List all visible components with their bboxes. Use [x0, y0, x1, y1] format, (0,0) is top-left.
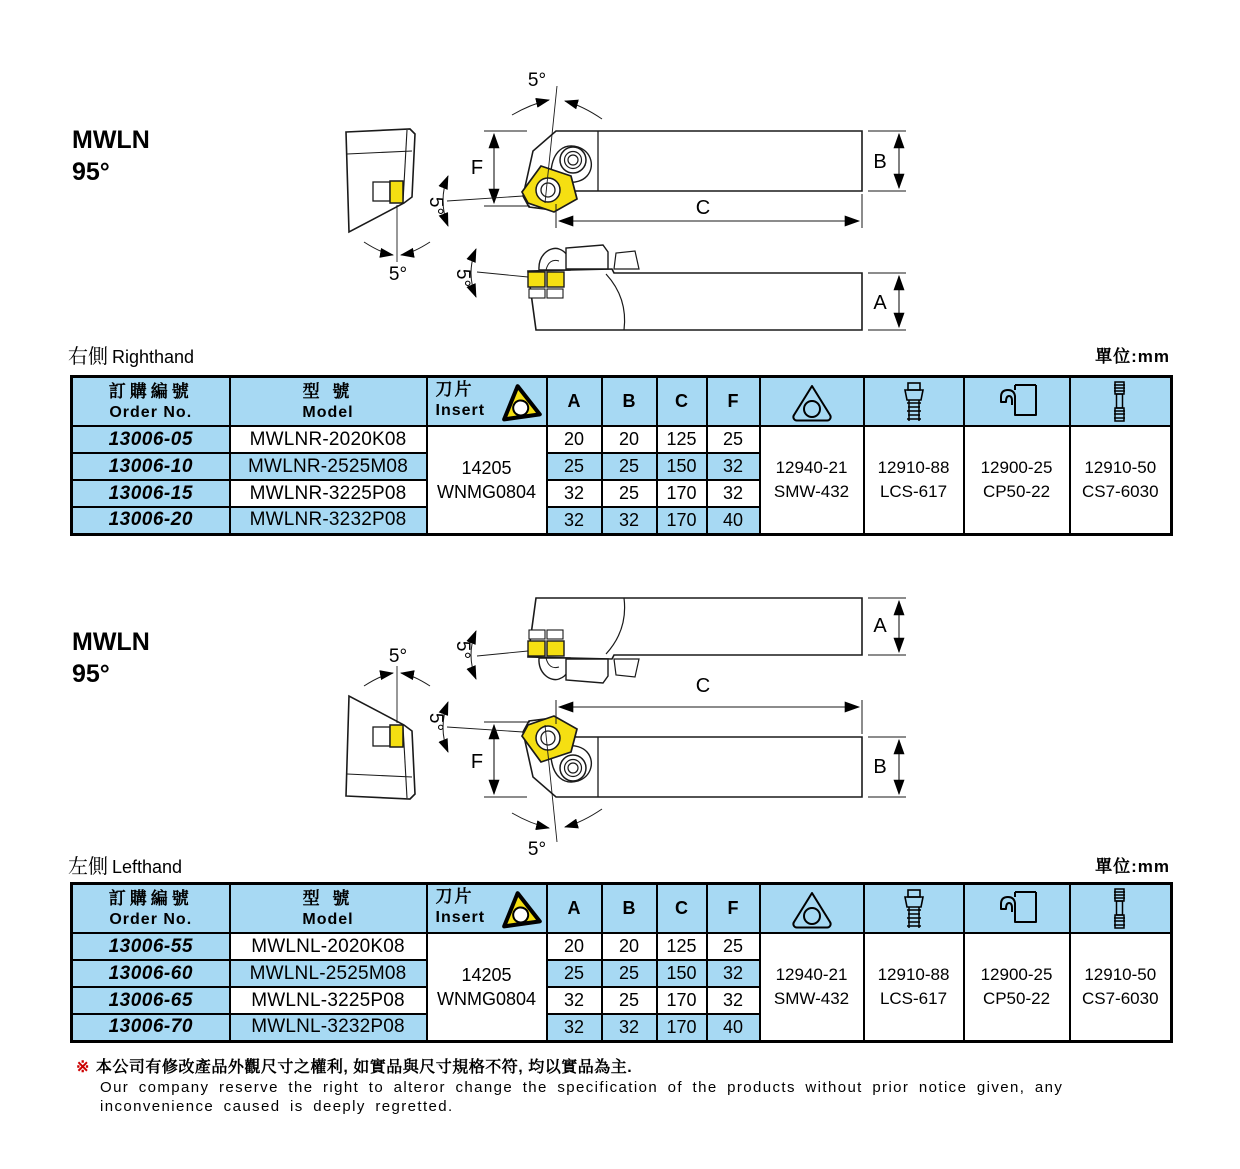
righthand-drawing — [346, 70, 906, 330]
order-no: 13006-10 — [72, 453, 230, 480]
col-header-order — [72, 377, 230, 427]
col-header-order: 訂購編號 Order No. — [72, 884, 230, 934]
model: MWLNR-2525M08 — [230, 453, 427, 480]
model: MWLNL-2020K08 — [230, 933, 427, 960]
model: MWLNL-3232P08 — [230, 1014, 427, 1041]
col-header-clamp — [964, 884, 1070, 934]
dim-b: 25 — [602, 480, 657, 507]
series-name: MWLN — [72, 126, 150, 154]
dim-c: 170 — [657, 987, 707, 1014]
dim-a: 20 — [547, 426, 602, 453]
series-title-lefthand — [72, 626, 150, 690]
dim-c: 150 — [657, 453, 707, 480]
angle-label: 5° — [388, 264, 408, 285]
insert-code: 14205 — [461, 457, 512, 478]
dim-b: 32 — [602, 1014, 657, 1041]
model-header-en: Model — [302, 403, 354, 421]
dim-label-f: F — [470, 751, 484, 773]
dim-f: 25 — [707, 933, 760, 960]
clamp-screw-icon — [1071, 379, 1171, 425]
model: MWLNL-2525M08 — [230, 960, 427, 987]
shim-screw-icon — [865, 886, 963, 932]
model: MWLNL-3225P08 — [230, 987, 427, 1014]
dim-c: 125 — [657, 933, 707, 960]
col-header-shim-screw — [864, 377, 964, 427]
side-label-righthand — [68, 340, 194, 369]
col-header-b: B — [602, 377, 657, 427]
spare-shim-screw: 12910-88 LCS-617 — [864, 933, 964, 1041]
model: MWLNR-3225P08 — [230, 480, 427, 507]
order-no: 13006-05 — [72, 426, 230, 453]
dim-f: 25 — [707, 426, 760, 453]
side-label-zh: 右側 — [68, 346, 108, 368]
col-header-b: B — [602, 884, 657, 934]
col-header-model: 型 號 Model — [230, 884, 427, 934]
order-no: 13006-65 — [72, 987, 230, 1014]
angle-label: 5° — [425, 712, 446, 732]
dim-b: 25 — [602, 960, 657, 987]
lefthand-drawing — [346, 598, 906, 860]
insert-spec: 14205 WNMG0804 — [427, 933, 547, 1041]
col-header-insert: 刀片 Insert — [427, 884, 547, 934]
col-header-clamp — [964, 377, 1070, 427]
col-header-model — [230, 377, 427, 427]
dim-c: 150 — [657, 960, 707, 987]
col-header-clamp-screw — [1070, 377, 1172, 427]
series-angle: 95° — [72, 660, 110, 688]
dim-c: 170 — [657, 480, 707, 507]
spare-clamp: 12900-25 CP50-22 — [964, 933, 1070, 1041]
unit-label: 單位:mm — [1095, 857, 1170, 876]
dim-c: 170 — [657, 507, 707, 534]
order-no: 13006-15 — [72, 480, 230, 507]
col-header-shim — [760, 884, 864, 934]
dim-b: 32 — [602, 507, 657, 534]
dim-b: 20 — [602, 933, 657, 960]
dim-f: 40 — [707, 507, 760, 534]
order-header-zh: 訂購編號 — [108, 381, 193, 401]
dim-b: 25 — [602, 987, 657, 1014]
reference-mark: ※ — [76, 1059, 90, 1076]
disclaimer-zh: ※ 本公司有修改產品外觀尺寸之權利, 如實品與尺寸規格不符, 均以實品為主. — [76, 1059, 633, 1076]
dim-f: 40 — [707, 1014, 760, 1041]
dim-b: 25 — [602, 453, 657, 480]
side-label-zh: 左側 — [68, 856, 108, 878]
dim-c: 125 — [657, 426, 707, 453]
spare-clamp: 12900-25 CP50-22 — [964, 426, 1070, 534]
angle-label: 5° — [527, 70, 547, 91]
model-header-zh: 型 號 — [302, 381, 354, 401]
angle-label: 5° — [452, 640, 473, 660]
col-header-a: A — [547, 884, 602, 934]
shim-icon — [761, 379, 863, 425]
order-header-en: Order No. — [109, 403, 193, 421]
dim-label-b: B — [873, 756, 887, 778]
side-label-en: Righthand — [112, 347, 195, 367]
dim-a: 25 — [547, 453, 602, 480]
clamp-screw-icon — [1071, 886, 1171, 932]
series-angle: 95° — [72, 158, 110, 186]
col-header-clamp-screw — [1070, 884, 1172, 934]
series-name: MWLN — [72, 628, 150, 656]
col-header-c: C — [657, 884, 707, 934]
order-no: 13006-55 — [72, 933, 230, 960]
order-no: 13006-20 — [72, 507, 230, 534]
dim-a: 32 — [547, 480, 602, 507]
col-header-f: F — [707, 377, 760, 427]
spec-table-righthand — [70, 375, 1173, 536]
insert-header-zh: 刀片 — [435, 380, 474, 399]
col-header-insert — [427, 377, 547, 427]
dim-f: 32 — [707, 960, 760, 987]
model: MWLNR-2020K08 — [230, 426, 427, 453]
order-no: 13006-60 — [72, 960, 230, 987]
insert-header-en: Insert — [435, 402, 486, 419]
disclaimer-en-line2: inconvenience caused is deeply regretted. — [100, 1098, 454, 1115]
shim-screw-icon — [865, 379, 963, 425]
angle-label: 5° — [388, 646, 408, 667]
angle-label: 5° — [425, 196, 446, 216]
dim-label-b: B — [873, 151, 887, 173]
series-title-righthand — [72, 124, 150, 188]
clamp-icon — [965, 379, 1069, 425]
insert-type: WNMG0804 — [436, 481, 537, 502]
side-label-lefthand — [68, 850, 182, 879]
dim-f: 32 — [707, 987, 760, 1014]
dim-a: 25 — [547, 960, 602, 987]
shim-icon — [761, 886, 863, 932]
dim-c: 170 — [657, 1014, 707, 1041]
dim-label-c: C — [695, 197, 711, 219]
spec-table-lefthand — [70, 882, 1173, 1043]
dim-label-a: A — [873, 615, 887, 637]
col-header-a: A — [547, 377, 602, 427]
disclaimer — [76, 1058, 1186, 1116]
unit-label: 單位:mm — [1095, 347, 1170, 366]
spare-clamp-screw: 12910-50 CS7-6030 — [1070, 933, 1172, 1041]
spare-clamp-screw: 12910-50 CS7-6030 — [1070, 426, 1172, 534]
insert-spec — [427, 426, 547, 534]
angle-label: 5° — [527, 839, 547, 860]
col-header-f: F — [707, 884, 760, 934]
trigon-insert-icon — [497, 888, 543, 930]
spare-shim: 12940-21 SMW-432 — [760, 933, 864, 1041]
col-header-shim — [760, 377, 864, 427]
dim-b: 20 — [602, 426, 657, 453]
col-header-shim-screw — [864, 884, 964, 934]
model: MWLNR-3232P08 — [230, 507, 427, 534]
spare-shim: 12940-21 SMW-432 — [760, 426, 864, 534]
dim-label-a: A — [873, 292, 887, 314]
order-no: 13006-70 — [72, 1014, 230, 1041]
clamp-icon — [965, 886, 1069, 932]
col-header-c: C — [657, 377, 707, 427]
disclaimer-en-line1: Our company reserve the right to alteror change the specification of the products without prior notice given, any — [100, 1079, 1064, 1096]
spare-shim-screw: 12910-88 LCS-617 — [864, 426, 964, 534]
dim-label-f: F — [470, 157, 484, 179]
dim-a: 32 — [547, 507, 602, 534]
dim-a: 20 — [547, 933, 602, 960]
dim-f: 32 — [707, 453, 760, 480]
side-label-en: Lefthand — [112, 857, 183, 877]
dim-f: 32 — [707, 480, 760, 507]
angle-label: 5° — [452, 268, 473, 288]
trigon-insert-icon — [497, 381, 543, 423]
dim-label-c: C — [695, 675, 711, 697]
dim-a: 32 — [547, 987, 602, 1014]
dim-a: 32 — [547, 1014, 602, 1041]
